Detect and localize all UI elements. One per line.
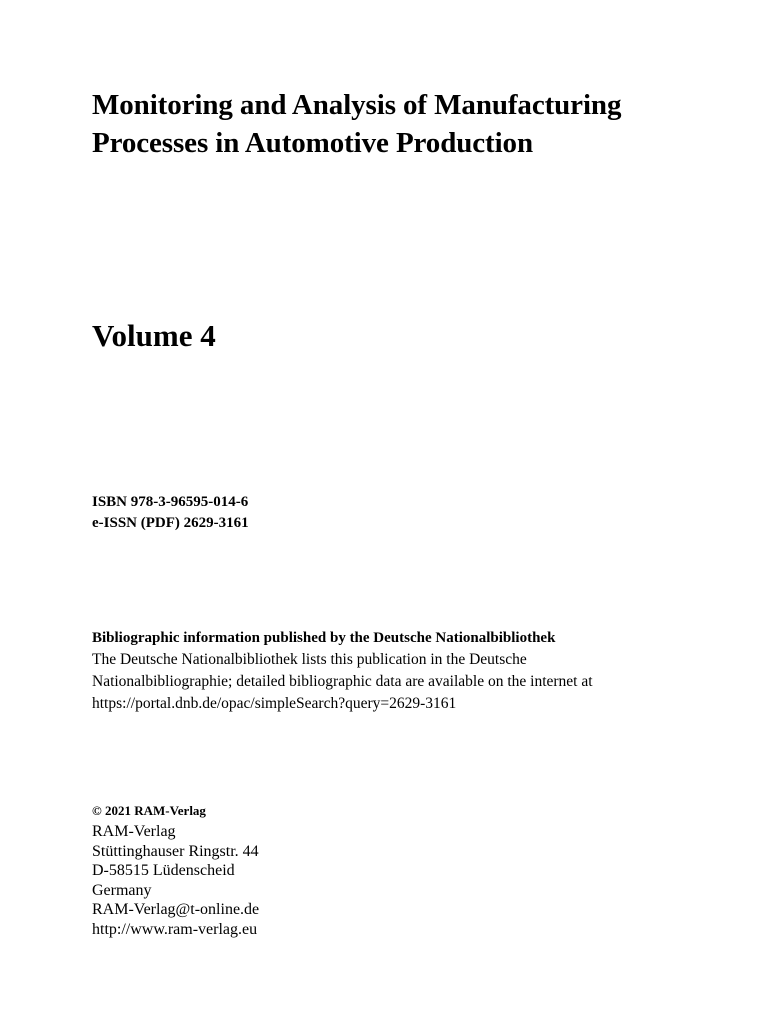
publisher-name: RAM-Verlag bbox=[92, 823, 176, 840]
book-title-line-1: Monitoring and Analysis of Manufacturing bbox=[92, 89, 622, 121]
bibliographic-text-line-2: Nationalbibliographie; detailed bibliographic data are available on the internet at bbox=[92, 673, 593, 690]
volume-label: Volume 4 bbox=[92, 318, 216, 353]
bibliographic-url[interactable]: https://portal.dnb.de/opac/simpleSearch?query=2629-3161 bbox=[92, 695, 457, 712]
publisher-email[interactable]: RAM-Verlag@t-online.de bbox=[92, 901, 260, 919]
publisher-website[interactable]: http://www.ram-verlag.eu bbox=[92, 920, 258, 938]
copyright-notice: © 2021 RAM-Verlag bbox=[92, 803, 206, 818]
bibliographic-text-line-1: The Deutsche Nationalbibliothek lists this publication in the Deutsche bbox=[92, 651, 527, 668]
book-title-line-2: Processes in Automotive Production bbox=[92, 127, 533, 159]
isbn-label: ISBN bbox=[92, 494, 128, 510]
eissn-line: e-ISSN (PDF) 2629-3161 bbox=[92, 515, 249, 531]
publisher-city: D-58515 Lüdenscheid bbox=[92, 862, 235, 880]
publisher-country: Germany bbox=[92, 881, 152, 899]
isbn-number: 978-3-96595-014-6 bbox=[130, 494, 249, 510]
isbn-line bbox=[92, 492, 249, 513]
bibliographic-heading: Bibliographic information published by the Deutsche Nationalbibliothek bbox=[92, 630, 556, 646]
bibliographic-info bbox=[92, 627, 593, 715]
publisher-street: Stüttinghauser Ringstr. 44 bbox=[92, 842, 259, 860]
publisher-address bbox=[92, 822, 259, 940]
identifiers-block bbox=[92, 492, 249, 534]
book-title bbox=[92, 86, 621, 162]
